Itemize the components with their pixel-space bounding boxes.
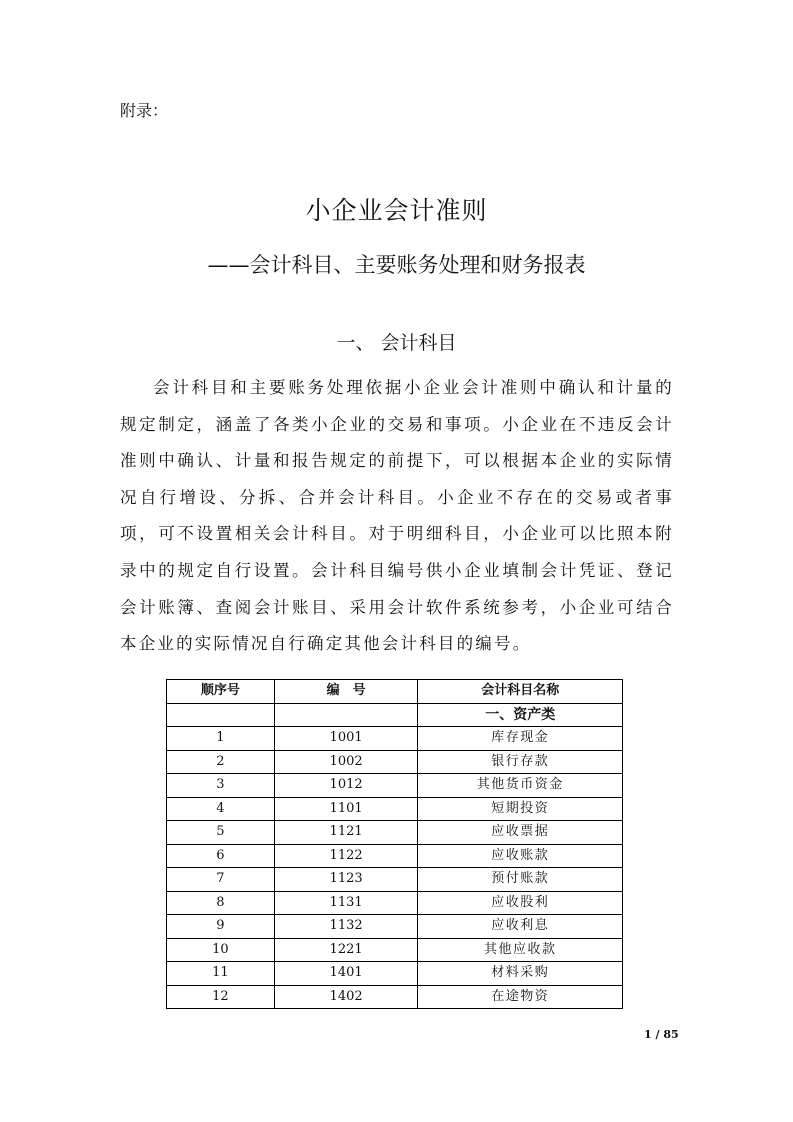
header-name: 会计科目名称 [418, 680, 623, 704]
row-seq: 2 [167, 750, 275, 774]
category-label: 一、资产类 [418, 703, 623, 727]
row-name: 其他应收款 [418, 938, 623, 962]
row-name: 应收利息 [418, 915, 623, 939]
table-row [167, 891, 623, 915]
row-seq: 9 [167, 915, 275, 939]
row-seq: 11 [167, 962, 275, 986]
category-row [167, 703, 623, 727]
table-row [167, 821, 623, 845]
row-name: 银行存款 [418, 750, 623, 774]
row-code: 1132 [274, 915, 418, 939]
row-code: 1123 [274, 868, 418, 892]
table-row [167, 844, 623, 868]
row-code: 1122 [274, 844, 418, 868]
header-seq: 顺序号 [167, 680, 275, 704]
table-row [167, 727, 623, 751]
row-name: 库存现金 [418, 727, 623, 751]
row-code: 1131 [274, 891, 418, 915]
row-name: 材料采购 [418, 962, 623, 986]
table-row [167, 962, 623, 986]
table-row [167, 797, 623, 821]
row-code: 1012 [274, 774, 418, 798]
row-name: 应收股利 [418, 891, 623, 915]
row-code: 1101 [274, 797, 418, 821]
category-code [274, 703, 418, 727]
accounts-table [166, 679, 623, 1009]
table-row [167, 868, 623, 892]
row-code: 1001 [274, 727, 418, 751]
row-name: 在途物资 [418, 985, 623, 1009]
row-seq: 3 [167, 774, 275, 798]
row-seq: 6 [167, 844, 275, 868]
section-heading: 一、 会计科目 [336, 332, 457, 354]
document-subtitle: ——会计科目、主要账务处理和财务报表 [207, 253, 586, 277]
row-name: 预付账款 [418, 868, 623, 892]
row-seq: 4 [167, 797, 275, 821]
row-seq: 8 [167, 891, 275, 915]
appendix-label: 附录： [120, 101, 169, 120]
row-seq: 12 [167, 985, 275, 1009]
table-row [167, 915, 623, 939]
row-name: 应收账款 [418, 844, 623, 868]
row-seq: 5 [167, 821, 275, 845]
table-header-row [167, 680, 623, 704]
row-code: 1121 [274, 821, 418, 845]
table-row [167, 774, 623, 798]
intro-paragraph: 会计科目和主要账务处理依据小企业会计准则中确认和计量的规定制定，涵盖了各类小企业的交易和事项。小企业在不违反会计准则中确认、计量和报告规定的前提下，可以根据本企业的实际情况自行增设、分拆、合并会计科目。小企业不存在的交易或者事项，可不设置相关会计科目。对于明细科目，小企业可以比照本附录中的规定自行设置。会计科目编号供小企业填制会计凭证、登记会计账簿、查阅会计账目、采用会计软件系统参考，小企业可结合本企业的实际情况自行确定其他会计科目的编号。 [120, 378, 674, 654]
row-code: 1002 [274, 750, 418, 774]
row-name: 其他货币资金 [418, 774, 623, 798]
row-seq: 10 [167, 938, 275, 962]
table-row [167, 938, 623, 962]
row-code: 1401 [274, 962, 418, 986]
row-code: 1402 [274, 985, 418, 1009]
row-code: 1221 [274, 938, 418, 962]
table-row [167, 985, 623, 1009]
document-title: 小企业会计准则 [305, 196, 488, 225]
row-name: 应收票据 [418, 821, 623, 845]
page-number: 1 / 85 [644, 1028, 679, 1041]
row-seq: 1 [167, 727, 275, 751]
row-name: 短期投资 [418, 797, 623, 821]
row-seq: 7 [167, 868, 275, 892]
table-row [167, 750, 623, 774]
header-code: 编 号 [274, 680, 418, 704]
category-seq [167, 703, 275, 727]
